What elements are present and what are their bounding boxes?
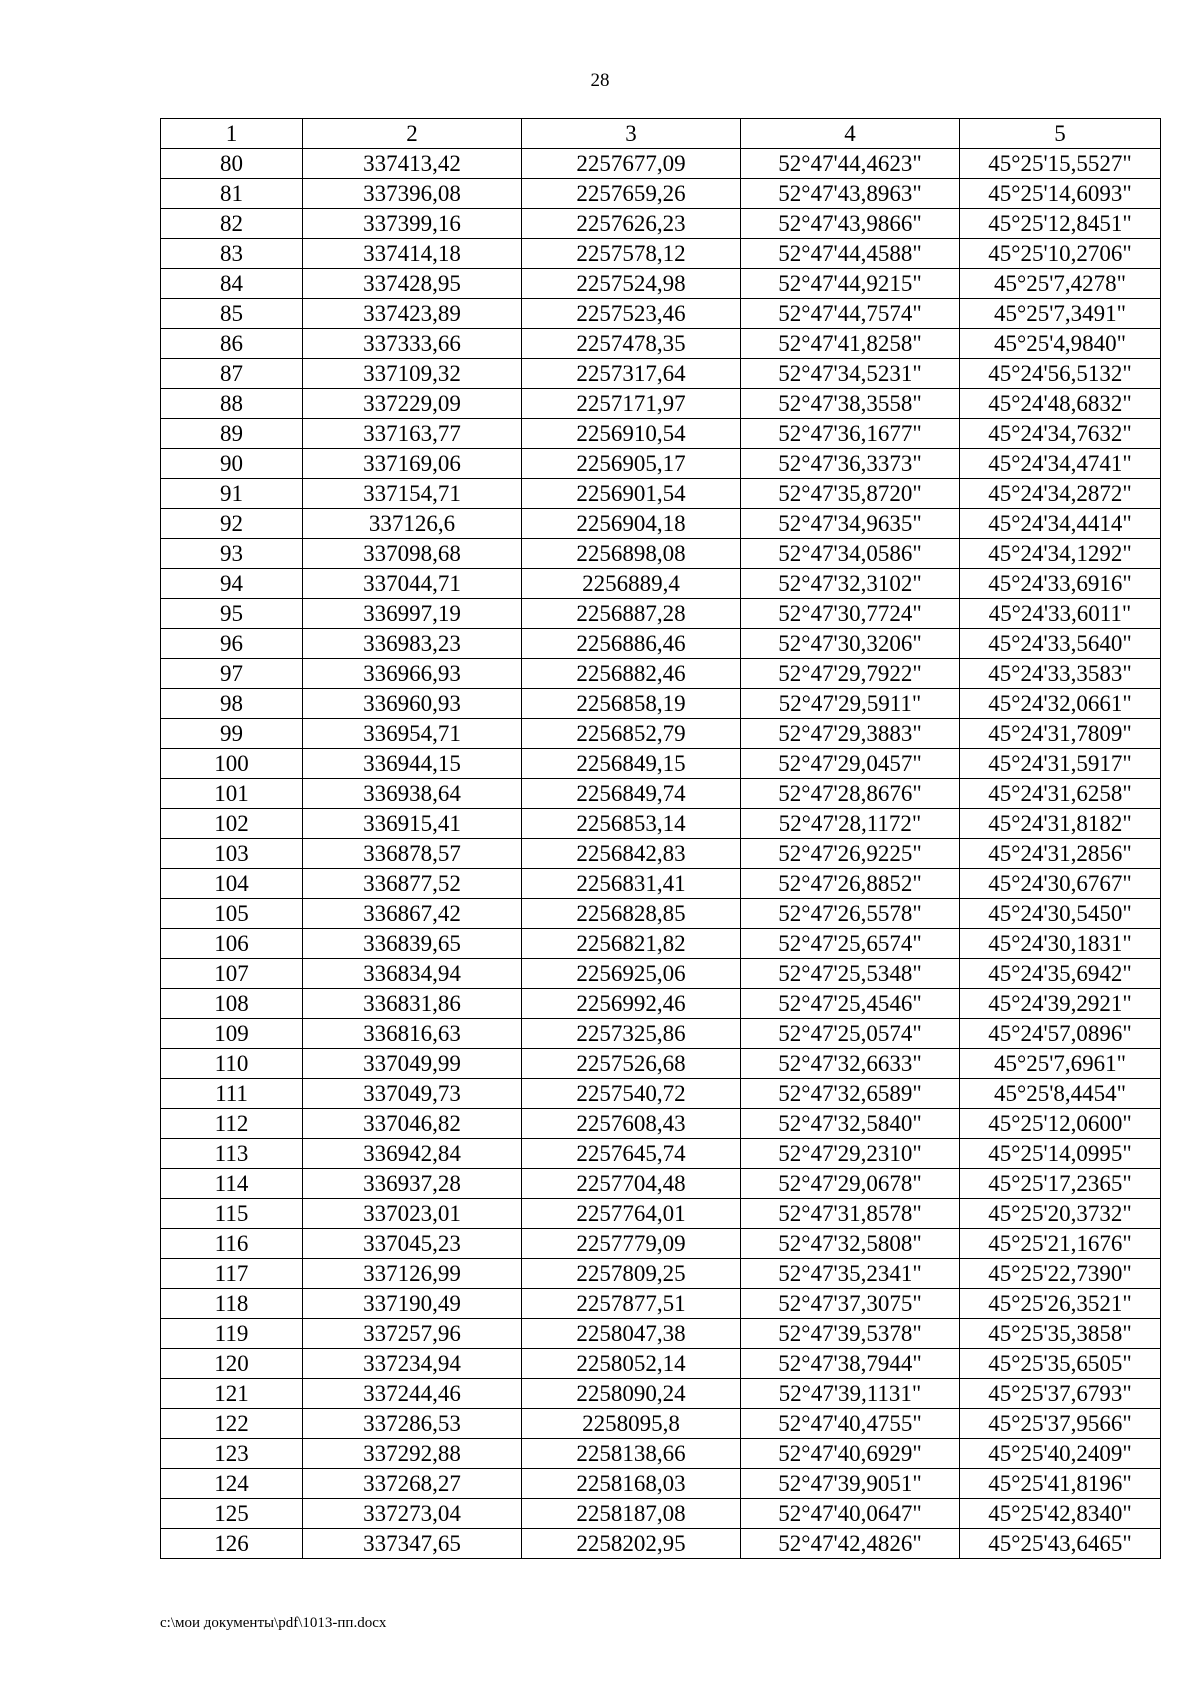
table-cell: 2256905,17	[522, 449, 741, 479]
table-cell: 2256858,19	[522, 689, 741, 719]
table-cell: 2257478,35	[522, 329, 741, 359]
table-cell: 2257578,12	[522, 239, 741, 269]
table-row	[161, 419, 1161, 449]
table-row	[161, 239, 1161, 269]
table-cell: 336816,63	[303, 1019, 522, 1049]
table-cell: 2256904,18	[522, 509, 741, 539]
table-row	[161, 299, 1161, 329]
table-cell: 52°47'43,8963"	[741, 179, 960, 209]
table-cell: 2258138,66	[522, 1439, 741, 1469]
table-cell: 45°24'33,5640"	[960, 629, 1161, 659]
table-cell: 45°24'31,7809"	[960, 719, 1161, 749]
table-cell: 2257523,46	[522, 299, 741, 329]
table-row	[161, 1229, 1161, 1259]
table-cell: 337109,32	[303, 359, 522, 389]
table-row	[161, 1049, 1161, 1079]
table-cell: 52°47'25,4546"	[741, 989, 960, 1019]
table-cell: 336983,23	[303, 629, 522, 659]
table-cell: 52°47'42,4826"	[741, 1529, 960, 1559]
table-cell: 2257645,74	[522, 1139, 741, 1169]
table-header-row	[161, 119, 1161, 149]
table-cell: 336942,84	[303, 1139, 522, 1169]
table-cell: 337257,96	[303, 1319, 522, 1349]
table-row	[161, 449, 1161, 479]
table-cell: 45°24'57,0896"	[960, 1019, 1161, 1049]
table-cell: 115	[161, 1199, 303, 1229]
table-cell: 45°24'34,2872"	[960, 479, 1161, 509]
table-cell: 2256925,06	[522, 959, 741, 989]
table-row	[161, 1199, 1161, 1229]
table-cell: 2257677,09	[522, 149, 741, 179]
table-cell: 45°24'33,6916"	[960, 569, 1161, 599]
table-cell: 2257779,09	[522, 1229, 741, 1259]
table-row	[161, 659, 1161, 689]
table-cell: 45°24'34,4741"	[960, 449, 1161, 479]
table-cell: 45°24'30,1831"	[960, 929, 1161, 959]
table-row	[161, 749, 1161, 779]
table-cell: 52°47'34,9635"	[741, 509, 960, 539]
table-cell: 45°25'20,3732"	[960, 1199, 1161, 1229]
table-cell: 89	[161, 419, 303, 449]
table-cell: 2257659,26	[522, 179, 741, 209]
table-cell: 52°47'32,6633"	[741, 1049, 960, 1079]
table-cell: 337413,42	[303, 149, 522, 179]
table-cell: 122	[161, 1409, 303, 1439]
table-cell: 118	[161, 1289, 303, 1319]
table-cell: 116	[161, 1229, 303, 1259]
table-cell: 337126,99	[303, 1259, 522, 1289]
table-cell: 81	[161, 179, 303, 209]
table-cell: 45°25'40,2409"	[960, 1439, 1161, 1469]
table-cell: 121	[161, 1379, 303, 1409]
table-cell: 91	[161, 479, 303, 509]
table-cell: 90	[161, 449, 303, 479]
table-cell: 337045,23	[303, 1229, 522, 1259]
table-cell: 45°25'7,4278"	[960, 269, 1161, 299]
table-cell: 88	[161, 389, 303, 419]
table-cell: 52°47'32,5840"	[741, 1109, 960, 1139]
table-cell: 119	[161, 1319, 303, 1349]
table-cell: 2256853,14	[522, 809, 741, 839]
table-cell: 45°24'31,6258"	[960, 779, 1161, 809]
table-row	[161, 1319, 1161, 1349]
table-cell: 45°25'41,8196"	[960, 1469, 1161, 1499]
table-cell: 337428,95	[303, 269, 522, 299]
table-row	[161, 1289, 1161, 1319]
table-cell: 123	[161, 1439, 303, 1469]
footer-file-path: c:\мои документы\pdf\1013-пп.docx	[160, 1615, 387, 1631]
table-cell: 45°24'34,1292"	[960, 539, 1161, 569]
table-cell: 2257171,97	[522, 389, 741, 419]
table-row	[161, 569, 1161, 599]
table-cell: 45°25'42,8340"	[960, 1499, 1161, 1529]
table-cell: 2256886,46	[522, 629, 741, 659]
table-cell: 336954,71	[303, 719, 522, 749]
table-cell: 114	[161, 1169, 303, 1199]
table-cell: 52°47'29,3883"	[741, 719, 960, 749]
table-cell: 2256887,28	[522, 599, 741, 629]
table-cell: 52°47'43,9866"	[741, 209, 960, 239]
table-cell: 99	[161, 719, 303, 749]
table-cell: 52°47'26,5578"	[741, 899, 960, 929]
table-cell: 94	[161, 569, 303, 599]
table-cell: 85	[161, 299, 303, 329]
table-cell: 2256849,15	[522, 749, 741, 779]
table-row	[161, 509, 1161, 539]
table-cell: 336867,42	[303, 899, 522, 929]
table-row	[161, 1349, 1161, 1379]
table-cell: 2256910,54	[522, 419, 741, 449]
table-cell: 337169,06	[303, 449, 522, 479]
table-cell: 112	[161, 1109, 303, 1139]
table-cell: 45°25'37,6793"	[960, 1379, 1161, 1409]
table-cell: 2256828,85	[522, 899, 741, 929]
table-cell: 2257325,86	[522, 1019, 741, 1049]
table-cell: 52°47'39,5378"	[741, 1319, 960, 1349]
table-cell: 2256901,54	[522, 479, 741, 509]
table-cell: 45°25'7,6961"	[960, 1049, 1161, 1079]
table-cell: 45°25'15,5527"	[960, 149, 1161, 179]
table-cell: 110	[161, 1049, 303, 1079]
table-cell: 52°47'25,6574"	[741, 929, 960, 959]
table-cell: 336938,64	[303, 779, 522, 809]
table-cell: 2257809,25	[522, 1259, 741, 1289]
table-cell: 103	[161, 839, 303, 869]
table-cell: 52°47'38,3558"	[741, 389, 960, 419]
table-cell: 45°24'56,5132"	[960, 359, 1161, 389]
table-cell: 45°24'30,6767"	[960, 869, 1161, 899]
table-cell: 124	[161, 1469, 303, 1499]
table-cell: 2258095,8	[522, 1409, 741, 1439]
table-cell: 52°47'40,0647"	[741, 1499, 960, 1529]
table-cell: 2257704,48	[522, 1169, 741, 1199]
table-cell: 2257764,01	[522, 1199, 741, 1229]
table-cell: 45°24'33,3583"	[960, 659, 1161, 689]
table-cell: 52°47'28,8676"	[741, 779, 960, 809]
table-row	[161, 1409, 1161, 1439]
table-cell: 2256849,74	[522, 779, 741, 809]
table-cell: 113	[161, 1139, 303, 1169]
table-cell: 45°24'48,6832"	[960, 389, 1161, 419]
table-cell: 45°25'17,2365"	[960, 1169, 1161, 1199]
table-cell: 2256898,08	[522, 539, 741, 569]
table-cell: 336944,15	[303, 749, 522, 779]
table-row	[161, 1139, 1161, 1169]
table-cell: 45°25'26,3521"	[960, 1289, 1161, 1319]
table-cell: 2256852,79	[522, 719, 741, 749]
table-cell: 45°24'31,5917"	[960, 749, 1161, 779]
table-cell: 98	[161, 689, 303, 719]
table-row	[161, 1079, 1161, 1109]
table-cell: 52°47'30,7724"	[741, 599, 960, 629]
table-row	[161, 1109, 1161, 1139]
column-header: 5	[960, 119, 1161, 149]
table-cell: 96	[161, 629, 303, 659]
table-cell: 52°47'29,0678"	[741, 1169, 960, 1199]
table-cell: 52°47'36,3373"	[741, 449, 960, 479]
table-cell: 337229,09	[303, 389, 522, 419]
table-cell: 52°47'35,2341"	[741, 1259, 960, 1289]
table-cell: 2258047,38	[522, 1319, 741, 1349]
table-cell: 45°25'4,9840"	[960, 329, 1161, 359]
table-cell: 52°47'39,1131"	[741, 1379, 960, 1409]
table-cell: 52°47'28,1172"	[741, 809, 960, 839]
table-cell: 107	[161, 959, 303, 989]
table-row	[161, 389, 1161, 419]
table-cell: 52°47'36,1677"	[741, 419, 960, 449]
table-cell: 45°25'43,6465"	[960, 1529, 1161, 1559]
table-cell: 45°24'39,2921"	[960, 989, 1161, 1019]
table-row	[161, 599, 1161, 629]
table-row	[161, 929, 1161, 959]
table-cell: 83	[161, 239, 303, 269]
table-cell: 2258187,08	[522, 1499, 741, 1529]
table-cell: 52°47'32,5808"	[741, 1229, 960, 1259]
table-cell: 336915,41	[303, 809, 522, 839]
table-cell: 52°47'32,3102"	[741, 569, 960, 599]
table-cell: 52°47'44,4623"	[741, 149, 960, 179]
table-cell: 337347,65	[303, 1529, 522, 1559]
table-cell: 2258052,14	[522, 1349, 741, 1379]
table-row	[161, 719, 1161, 749]
table-row	[161, 899, 1161, 929]
table-cell: 95	[161, 599, 303, 629]
table-cell: 45°25'12,0600"	[960, 1109, 1161, 1139]
table-cell: 92	[161, 509, 303, 539]
table-cell: 45°25'12,8451"	[960, 209, 1161, 239]
table-cell: 52°47'35,8720"	[741, 479, 960, 509]
coordinates-table	[160, 118, 1161, 1559]
table-cell: 337126,6	[303, 509, 522, 539]
table-cell: 86	[161, 329, 303, 359]
table-row	[161, 1529, 1161, 1559]
column-header: 4	[741, 119, 960, 149]
table-cell: 87	[161, 359, 303, 389]
table-row	[161, 989, 1161, 1019]
table-cell: 337098,68	[303, 539, 522, 569]
table-cell: 336839,65	[303, 929, 522, 959]
table-row	[161, 809, 1161, 839]
table-cell: 337292,88	[303, 1439, 522, 1469]
table-cell: 2256882,46	[522, 659, 741, 689]
table-cell: 337049,73	[303, 1079, 522, 1109]
table-cell: 2257877,51	[522, 1289, 741, 1319]
table-cell: 336831,86	[303, 989, 522, 1019]
table-cell: 52°47'34,0586"	[741, 539, 960, 569]
table-row	[161, 1469, 1161, 1499]
table-row	[161, 1499, 1161, 1529]
table-cell: 337044,71	[303, 569, 522, 599]
table-cell: 2257317,64	[522, 359, 741, 389]
table-cell: 45°25'14,0995"	[960, 1139, 1161, 1169]
table-cell: 52°47'29,7922"	[741, 659, 960, 689]
table-cell: 52°47'25,0574"	[741, 1019, 960, 1049]
table-row	[161, 1019, 1161, 1049]
table-cell: 45°25'7,3491"	[960, 299, 1161, 329]
table-cell: 2256992,46	[522, 989, 741, 1019]
table-cell: 80	[161, 149, 303, 179]
table-cell: 52°47'39,9051"	[741, 1469, 960, 1499]
table-cell: 337046,82	[303, 1109, 522, 1139]
table-row	[161, 539, 1161, 569]
table-row	[161, 479, 1161, 509]
table-cell: 52°47'26,8852"	[741, 869, 960, 899]
table-cell: 52°47'40,6929"	[741, 1439, 960, 1469]
table-cell: 52°47'34,5231"	[741, 359, 960, 389]
table-cell: 337244,46	[303, 1379, 522, 1409]
table-cell: 52°47'44,7574"	[741, 299, 960, 329]
column-header: 1	[161, 119, 303, 149]
table-cell: 2257626,23	[522, 209, 741, 239]
table-row	[161, 269, 1161, 299]
table-cell: 45°25'37,9566"	[960, 1409, 1161, 1439]
table-cell: 337423,89	[303, 299, 522, 329]
table-row	[161, 959, 1161, 989]
table-cell: 52°47'40,4755"	[741, 1409, 960, 1439]
table-cell: 45°24'30,5450"	[960, 899, 1161, 929]
table-cell: 104	[161, 869, 303, 899]
table-cell: 45°24'32,0661"	[960, 689, 1161, 719]
table-cell: 52°47'29,5911"	[741, 689, 960, 719]
table-cell: 336878,57	[303, 839, 522, 869]
table-cell: 52°47'44,4588"	[741, 239, 960, 269]
table-cell: 100	[161, 749, 303, 779]
table-row	[161, 209, 1161, 239]
table-cell: 102	[161, 809, 303, 839]
table-row	[161, 1379, 1161, 1409]
table-cell: 2256821,82	[522, 929, 741, 959]
table-cell: 336834,94	[303, 959, 522, 989]
table-cell: 45°24'34,7632"	[960, 419, 1161, 449]
table-cell: 337333,66	[303, 329, 522, 359]
table-cell: 336877,52	[303, 869, 522, 899]
table-row	[161, 329, 1161, 359]
table-cell: 45°25'8,4454"	[960, 1079, 1161, 1109]
table-cell: 337190,49	[303, 1289, 522, 1319]
table-cell: 45°25'35,6505"	[960, 1349, 1161, 1379]
table-cell: 2258202,95	[522, 1529, 741, 1559]
table-cell: 45°25'22,7390"	[960, 1259, 1161, 1289]
table-cell: 2258090,24	[522, 1379, 741, 1409]
table-row	[161, 779, 1161, 809]
table-cell: 97	[161, 659, 303, 689]
table-cell: 2257540,72	[522, 1079, 741, 1109]
table-row	[161, 689, 1161, 719]
table-cell: 337023,01	[303, 1199, 522, 1229]
table-cell: 82	[161, 209, 303, 239]
table-cell: 109	[161, 1019, 303, 1049]
table-cell: 337286,53	[303, 1409, 522, 1439]
table-cell: 2256831,41	[522, 869, 741, 899]
table-cell: 337154,71	[303, 479, 522, 509]
table-row	[161, 1169, 1161, 1199]
table-cell: 108	[161, 989, 303, 1019]
table-row	[161, 359, 1161, 389]
table-cell: 52°47'32,6589"	[741, 1079, 960, 1109]
table-cell: 45°25'14,6093"	[960, 179, 1161, 209]
table-row	[161, 869, 1161, 899]
table-row	[161, 179, 1161, 209]
table-cell: 52°47'41,8258"	[741, 329, 960, 359]
column-header: 3	[522, 119, 741, 149]
table-cell: 336960,93	[303, 689, 522, 719]
table-cell: 2257526,68	[522, 1049, 741, 1079]
table-cell: 337273,04	[303, 1499, 522, 1529]
table-cell: 336966,93	[303, 659, 522, 689]
table-cell: 45°24'35,6942"	[960, 959, 1161, 989]
table-row	[161, 629, 1161, 659]
table-row	[161, 1259, 1161, 1289]
table-cell: 45°24'31,2856"	[960, 839, 1161, 869]
table-cell: 45°24'34,4414"	[960, 509, 1161, 539]
table-cell: 337234,94	[303, 1349, 522, 1379]
table-cell: 120	[161, 1349, 303, 1379]
table-cell: 2256889,4	[522, 569, 741, 599]
table-cell: 337268,27	[303, 1469, 522, 1499]
table-cell: 45°24'31,8182"	[960, 809, 1161, 839]
table-row	[161, 1439, 1161, 1469]
table-cell: 2257608,43	[522, 1109, 741, 1139]
table-cell: 45°25'35,3858"	[960, 1319, 1161, 1349]
table-cell: 337414,18	[303, 239, 522, 269]
table-cell: 84	[161, 269, 303, 299]
table-cell: 52°47'26,9225"	[741, 839, 960, 869]
table-cell: 126	[161, 1529, 303, 1559]
table-cell: 106	[161, 929, 303, 959]
table-cell: 45°25'21,1676"	[960, 1229, 1161, 1259]
table-cell: 45°25'10,2706"	[960, 239, 1161, 269]
table-cell: 337049,99	[303, 1049, 522, 1079]
table-cell: 93	[161, 539, 303, 569]
table-cell: 2256842,83	[522, 839, 741, 869]
table-cell: 336937,28	[303, 1169, 522, 1199]
table-cell: 2257524,98	[522, 269, 741, 299]
table-cell: 125	[161, 1499, 303, 1529]
table-cell: 111	[161, 1079, 303, 1109]
table-cell: 117	[161, 1259, 303, 1289]
table-cell: 52°47'25,5348"	[741, 959, 960, 989]
table-cell: 52°47'30,3206"	[741, 629, 960, 659]
table-cell: 52°47'29,0457"	[741, 749, 960, 779]
table-cell: 52°47'29,2310"	[741, 1139, 960, 1169]
table-cell: 45°24'33,6011"	[960, 599, 1161, 629]
table-cell: 52°47'31,8578"	[741, 1199, 960, 1229]
table-cell: 101	[161, 779, 303, 809]
table-cell: 337399,16	[303, 209, 522, 239]
table-row	[161, 149, 1161, 179]
table-cell: 52°47'38,7944"	[741, 1349, 960, 1379]
table-cell: 337396,08	[303, 179, 522, 209]
page-number: 28	[590, 70, 610, 91]
table-cell: 52°47'37,3075"	[741, 1289, 960, 1319]
table-cell: 105	[161, 899, 303, 929]
column-header: 2	[303, 119, 522, 149]
table-cell: 336997,19	[303, 599, 522, 629]
table-cell: 52°47'44,9215"	[741, 269, 960, 299]
table-row	[161, 839, 1161, 869]
table-cell: 2258168,03	[522, 1469, 741, 1499]
table-cell: 337163,77	[303, 419, 522, 449]
table-body	[161, 149, 1161, 1559]
